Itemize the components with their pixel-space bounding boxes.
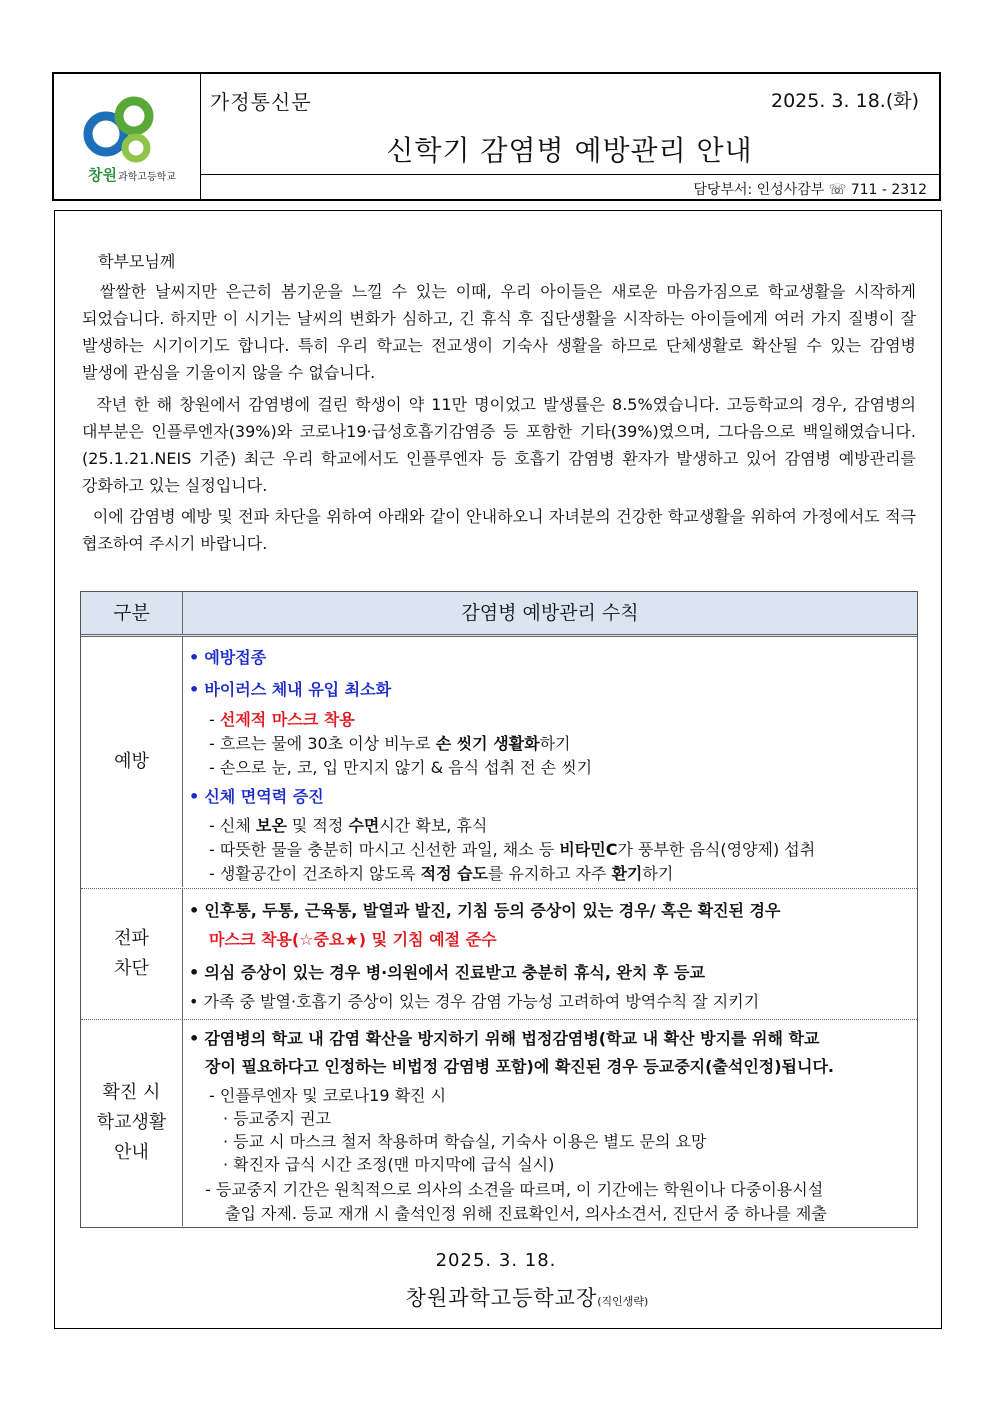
school-name: 창원과학고등학교: [88, 166, 176, 184]
doc-title: 신학기 감염병 예방관리 안내: [386, 134, 753, 167]
signature-date: 2025. 3. 18.: [435, 1250, 557, 1271]
col-rules-header: 감염병 예방관리 수칙: [461, 602, 639, 624]
greeting: 학부모님께: [98, 252, 176, 271]
category-spread-block: 전파 차단: [81, 889, 183, 1019]
rule-stop-recommended: · 등교중지 권고: [223, 1109, 331, 1128]
rule-attendance-stop-cont: 장이 필요하다고 인정하는 비법정 감염병 포함)에 확진된 경우 등교중지(출석인정)됩니다.: [205, 1057, 834, 1076]
department-bar: [200, 174, 939, 200]
rule-mask-facility: · 등교 시 마스크 철저 착용하며 학습실, 기숙사 이용은 별도 문의 요망: [223, 1132, 707, 1151]
paragraph-1: 쌀쌀한 날씨지만 은근히 봄기운을 느낄 수 있는 이때, 우리 아이들은 새로운 마음가짐으로 학교생활을 시작하게 되었습니다. 하지만 이 시기는 날씨의 변화가 심하고, 긴 휴식 후 집단생활을 시작하는 아이들에게 여러 가지 질병이 잘 발생하는 시기이기도 합니다. 특히 우리 학교는 전교생이 기숙사 생활을 하므로 단체생활로 확산될 수 있는 감염병 발생에 관심을 기울이지 않을 수 없습니다.: [82, 282, 917, 382]
rules-table: [80, 591, 918, 1228]
col-category-header: 구분: [81, 592, 183, 634]
category-prevention: 예방: [81, 637, 183, 887]
school-logo-icon: [78, 92, 178, 172]
principal-signature: 창원과학고등학교장(직인생략): [405, 1286, 649, 1310]
rule-clinic-visit: • 의심 증상이 있는 경우 병·의원에서 진료받고 충분히 휴식, 완치 후 등교: [189, 963, 705, 982]
paragraph-3: 이에 감염병 예방 및 전파 차단을 위하여 아래와 같이 안내하오니 자녀분의 건강한 학교생활을 위하여 가정에서도 적극 협조하여 주시기 바랍니다.: [82, 507, 916, 553]
table-header-row: [81, 592, 917, 637]
rule-family-symptoms: • 가족 중 발열·호흡기 증상이 있는 경우 감염 가능성 고려하여 방역수칙 잘 지키기: [189, 992, 760, 1011]
rule-no-touch: - 손으로 눈, 코, 입 만지지 않기 & 음식 섭취 전 손 씻기: [209, 758, 593, 777]
rule-mask: - 선제적 마스크 착용: [209, 710, 355, 729]
rule-stop-period-cont: 출입 자제. 등교 재개 시 출석인정 위해 진료확인서, 의사소견서, 진단서 중 하나를 제출: [225, 1204, 827, 1223]
rule-immunity: • 신체 면역력 증진: [189, 787, 324, 806]
rule-mask-etiquette: 마스크 착용(☆중요★) 및 기침 예절 준수: [209, 930, 497, 949]
school-logo: [54, 74, 201, 199]
doc-date: 2025. 3. 18.(화): [771, 90, 919, 112]
rule-attendance-stop: • 감염병의 학교 내 감염 확산을 방지하기 위해 법정감염병(학교 내 확산 방지를 위해 학교: [189, 1029, 820, 1048]
doc-type: 가정통신문: [210, 90, 312, 114]
rule-humidity: - 생활공간이 건조하지 않도록 적정 습도를 유지하고 자주 환기하기: [209, 864, 674, 883]
paragraph-2: 작년 한 해 창원에서 감염병에 걸린 학생이 약 11만 명이었고 발생률은 8.5%였습니다. 고등학교의 경우, 감염병의 대부분은 인플루엔자(39%)와 코로나19·급성호흡기감염증 등 포함한 기타(39%)였으며, 그다음으로 백일해였습니다.(25.1.21.NEIS 기준) 최근 우리 학교에서도 인플루엔자 등 호흡기 감염병 환자가 발생하고 있어 감염병 예방관리를 강화하고 있는 실정입니다.: [82, 395, 917, 495]
rule-stop-period: - 등교중지 기간은 원칙적으로 의사의 소견을 따르며, 이 기간에는 학원이나 다중이용시설: [205, 1180, 824, 1199]
rule-handwash: - 흐르는 물에 30초 이상 비누로 손 씻기 생활화하기: [209, 734, 571, 753]
row-divider: [81, 888, 917, 889]
letter-header: [52, 72, 941, 201]
rule-minimize-intake: • 바이러스 체내 유입 최소화: [189, 680, 392, 699]
row-divider: [81, 1019, 917, 1020]
department-info: 담당부서: 인성사감부 ☏ 711 - 2312: [693, 182, 927, 198]
rule-meal-time: · 확진자 급식 시간 조정(맨 마지막에 급식 실시): [223, 1155, 555, 1174]
rule-nutrition: - 따뜻한 물을 충분히 마시고 신선한 과일, 채소 등 비타민C가 풍부한 음식(영양제) 섭취: [209, 840, 816, 859]
rule-flu-covid: - 인플루엔자 및 코로나19 확진 시: [209, 1086, 447, 1105]
rule-rest: - 신체 보온 및 적정 수면시간 확보, 휴식: [209, 816, 488, 835]
rule-vaccination: • 예방접종: [189, 648, 267, 667]
category-confirmed: 확진 시 학교생활 안내: [81, 1020, 183, 1226]
rule-symptoms: • 인후통, 두통, 근육통, 발열과 발진, 기침 등의 증상이 있는 경우/ 혹은 확진된 경우: [189, 901, 781, 920]
